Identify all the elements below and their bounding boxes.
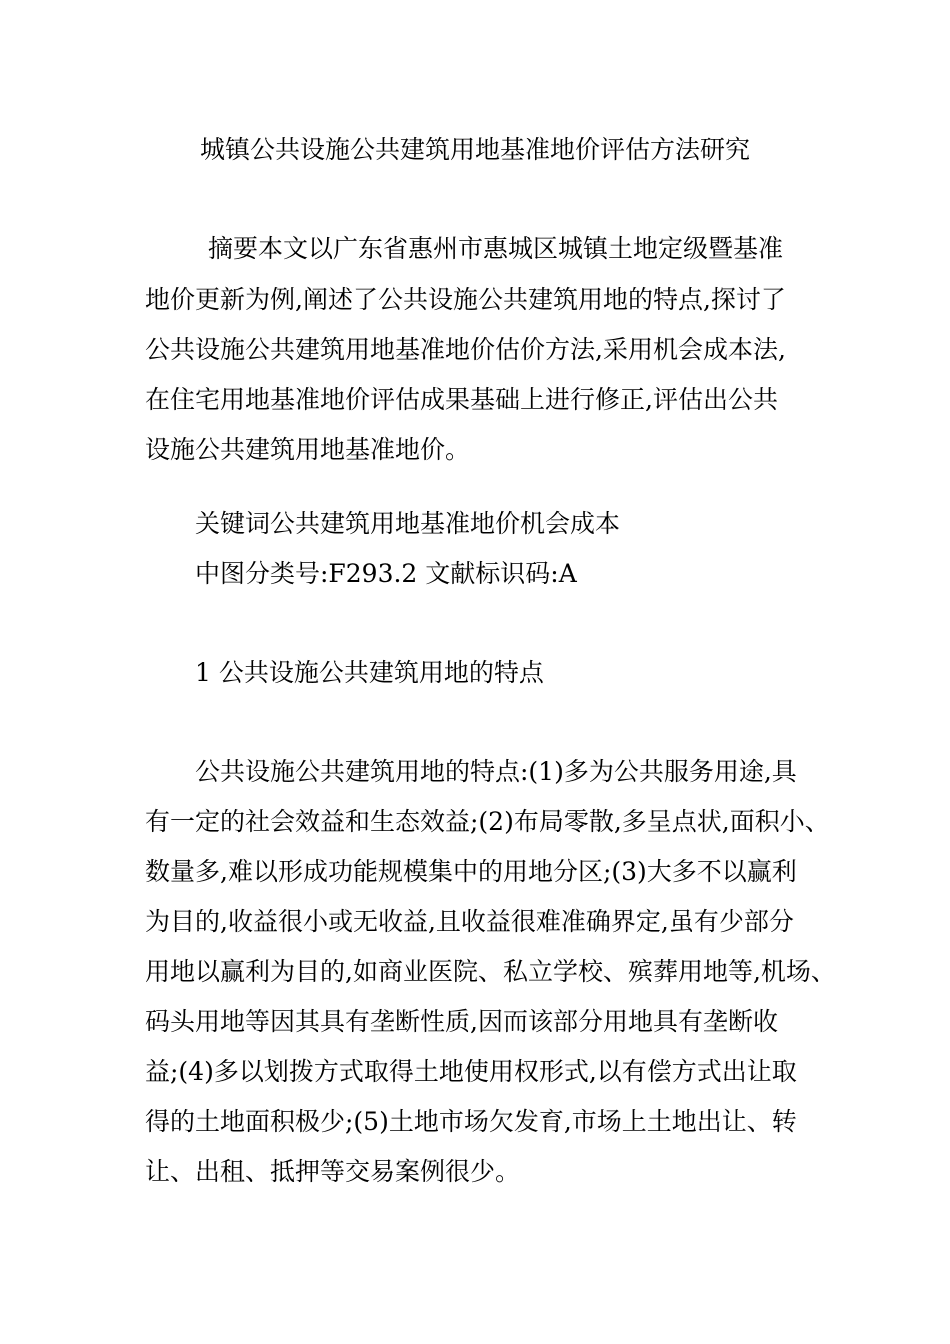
body-line: 用地以赢利为目的,如商业医院、私立学校、殡葬用地等,机场、 — [145, 957, 836, 986]
body-line: 让、出租、抵押等交易案例很少。 — [145, 1157, 521, 1186]
abstract-line: 在住宅用地基准地价评估成果基础上进行修正,评估出公共 — [145, 385, 778, 414]
section-heading: 1 公共设施公共建筑用地的特点 — [195, 658, 544, 687]
body-line: 公共设施公共建筑用地的特点:(1)多为公共服务用途,具 — [195, 757, 797, 786]
classification-line: 中图分类号:F293.2 文献标识码:A — [195, 559, 577, 588]
abstract-line: 地价更新为例,阐述了公共设施公共建筑用地的特点,探讨了 — [145, 285, 786, 314]
keywords-line: 关键词公共建筑用地基准地价机会成本 — [195, 509, 621, 538]
body-line: 得的土地面积极少;(5)土地市场欠发育,市场上土地出让、转 — [145, 1107, 797, 1136]
body-line: 益;(4)多以划拨方式取得土地使用权形式,以有偿方式出让取 — [145, 1057, 797, 1086]
body-line: 数量多,难以形成功能规模集中的用地分区;(3)大多不以赢利 — [145, 857, 797, 886]
abstract-line: 摘要本文以广东省惠州市惠城区城镇土地定级暨基准 — [208, 234, 784, 263]
body-line: 为目的,收益很小或无收益,且收益很难准确界定,虽有少部分 — [145, 907, 794, 936]
abstract-line: 设施公共建筑用地基准地价。 — [145, 435, 471, 464]
body-line: 码头用地等因其具有垄断性质,因而该部分用地具有垄断收 — [145, 1007, 778, 1036]
body-line: 有一定的社会效益和生态效益;(2)布局零散,多呈点状,面积小、 — [145, 807, 830, 836]
document-title: 城镇公共设施公共建筑用地基准地价评估方法研究 — [199, 135, 750, 164]
abstract-line: 公共设施公共建筑用地基准地价估价方法,采用机会成本法, — [145, 335, 786, 364]
